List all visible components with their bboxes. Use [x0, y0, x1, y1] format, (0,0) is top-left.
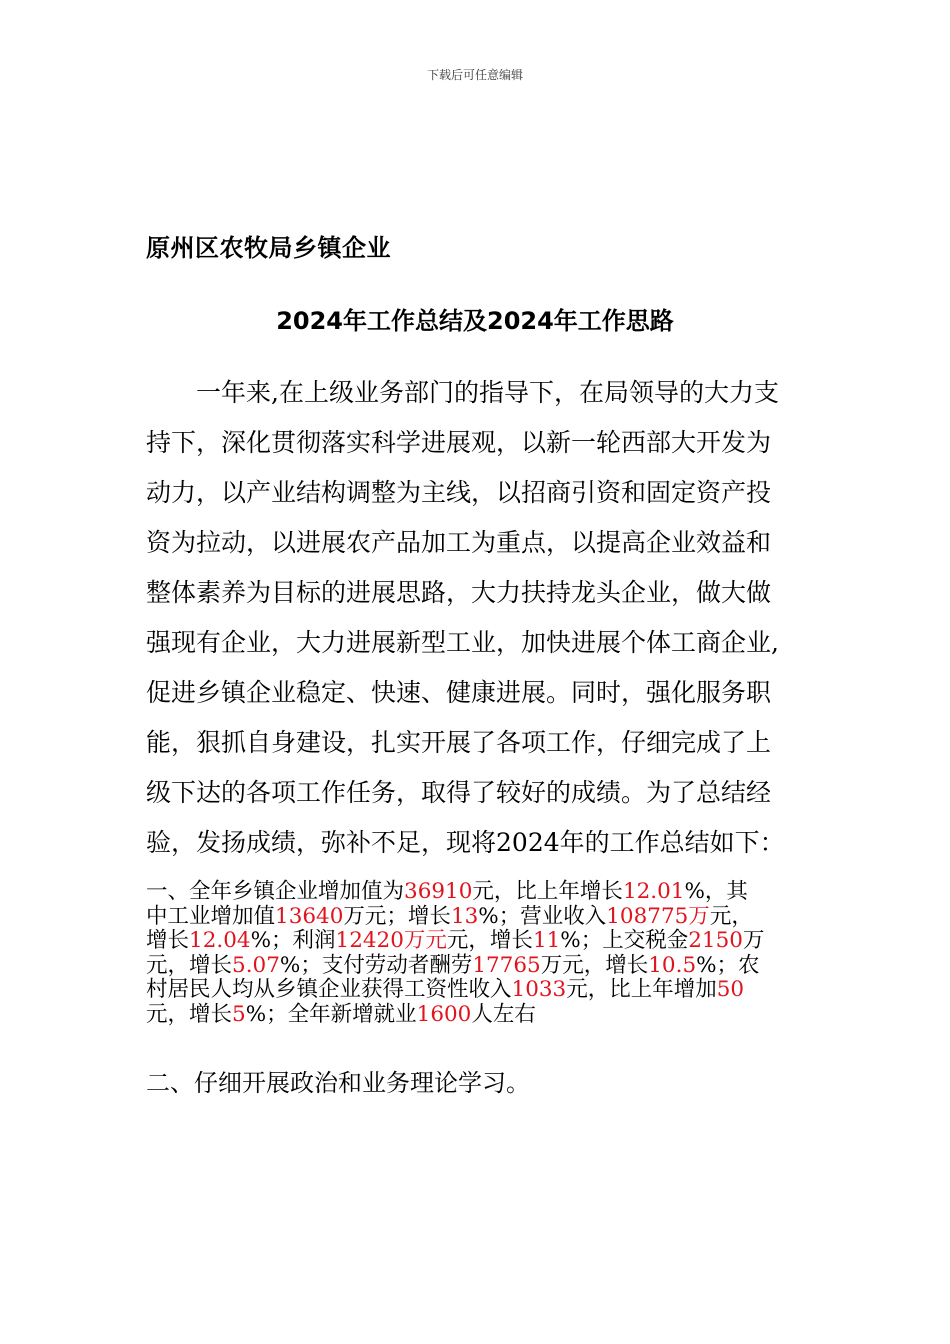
- stats-text: 元，增长: [146, 952, 233, 978]
- stats-value: 2150: [688, 928, 743, 954]
- stats-text: 元，比上年增加: [566, 977, 717, 1003]
- intro-line: 动力，以产业结构调整为主线，以招商引资和固定资产投: [146, 478, 772, 507]
- stats-text: %；上交税金: [560, 928, 689, 954]
- stats-value: 108775万: [606, 903, 710, 929]
- intro-line: 资为拉动，以进展农产品加工为重点，以提高企业效益和: [146, 528, 772, 557]
- intro-paragraph: [146, 368, 802, 868]
- stats-value: 5: [232, 1001, 246, 1027]
- stats-value: 13: [450, 903, 479, 929]
- stats-line: [146, 905, 806, 930]
- stats-text: 人左右: [471, 1001, 536, 1027]
- stats-value: 17765: [472, 952, 541, 978]
- stats-text: 一、全年乡镇企业增加值为: [146, 879, 405, 904]
- stats-text: 万元，增长: [540, 952, 649, 978]
- stats-value: 12.01: [622, 879, 685, 904]
- intro-line: 促进乡镇企业稳定、快速、健康进展。同时，强化服务职: [146, 678, 772, 707]
- stats-line: [146, 929, 806, 954]
- stats-value: 36910: [404, 879, 473, 904]
- stats-paragraph: [146, 880, 806, 1028]
- section-heading-2: 二、仔细开展政治和业务理论学习。: [146, 1069, 530, 1097]
- stats-value: 11: [532, 928, 561, 954]
- stats-text: 元，: [709, 903, 753, 929]
- stats-value: 10.5: [648, 952, 697, 978]
- stats-value: 12.04: [189, 928, 251, 954]
- stats-text: 元，增长: [446, 928, 533, 954]
- stats-line: [146, 880, 806, 905]
- stats-text: 中工业增加值: [146, 903, 276, 929]
- stats-text: 万元；增长: [343, 903, 451, 929]
- stats-text: 元，比上年增长: [472, 879, 623, 904]
- intro-line: 能，狠抓自身建设，扎实开展了各项工作，仔细完成了上: [146, 728, 772, 757]
- stats-text: %；全年新增就业: [245, 1001, 417, 1027]
- stats-text: 增长: [146, 928, 190, 954]
- stats-text: %，其: [684, 879, 748, 904]
- intro-line: 持下，深化贯彻落实科学进展观，以新一轮西部大开发为: [146, 428, 772, 457]
- stats-value: 5.07: [232, 952, 280, 978]
- intro-line: 验，发扬成绩，弥补不足，现将2024年的工作总结如下：: [146, 828, 785, 857]
- stats-text: 村居民人均从乡镇企业获得工资性收入: [146, 977, 512, 1003]
- stats-text: 元，增长: [146, 1001, 233, 1027]
- stats-text: %；支付劳动者酬劳: [279, 952, 473, 978]
- document-title-line2: 2024年工作总结及2024年工作思路: [276, 307, 674, 335]
- stats-line: [146, 978, 806, 1003]
- intro-line: 强现有企业，大力进展新型工业，加快进展个体工商企业,: [146, 628, 779, 657]
- document-title-line1: 原州区农牧局乡镇企业: [146, 234, 391, 262]
- intro-line: 整体素养为目标的进展思路，大力扶持龙头企业，做大做: [146, 578, 772, 607]
- stats-text: %；农: [696, 952, 760, 978]
- stats-line: [146, 1003, 806, 1028]
- stats-value: 12420万元: [335, 928, 447, 954]
- intro-line: 级下达的各项工作任务，取得了较好的成绩。为了总结经: [146, 778, 772, 807]
- stats-value: 1600: [416, 1001, 472, 1027]
- stats-text: 万: [742, 928, 765, 954]
- header-note: 下载后可任意编辑: [426, 68, 523, 82]
- stats-value: 1033: [511, 977, 567, 1003]
- stats-value: 13640: [275, 903, 344, 929]
- stats-text: %；利润: [250, 928, 336, 954]
- stats-text: %；营业收入: [478, 903, 607, 929]
- stats-line: [146, 954, 806, 979]
- stats-value: 50: [716, 977, 745, 1003]
- intro-line: 一年来,在上级业务部门的指导下，在局领导的大力支: [196, 378, 779, 407]
